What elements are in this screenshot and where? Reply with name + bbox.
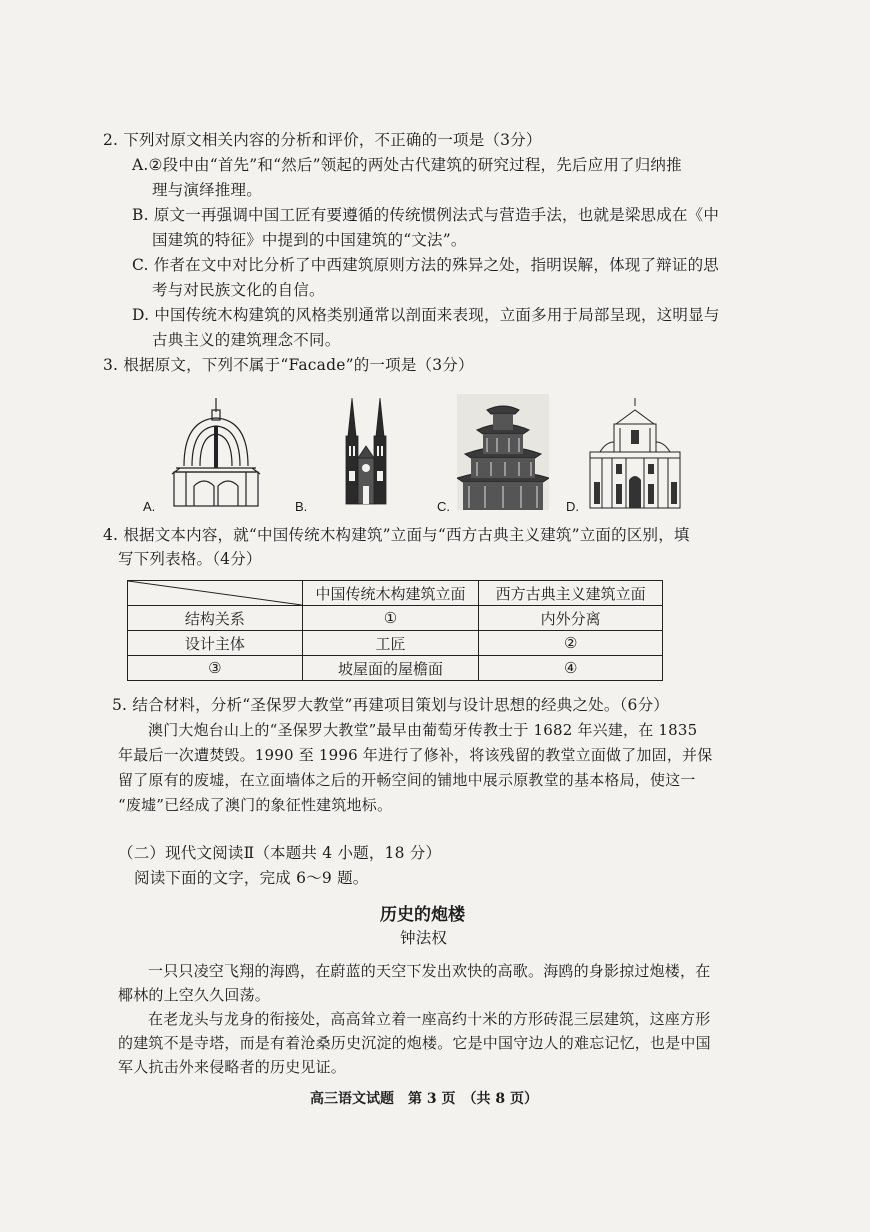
- q3-stem: 3. 根据原文，下列不属于“Facade”的一项是（3分）: [103, 356, 474, 374]
- diagonal-line: [128, 581, 302, 605]
- q5-material-line2: 年最后一次遭焚毁。1990 至 1996 年进行了修补，将该残留的教堂立面做了加固，并保: [118, 746, 713, 764]
- q2-option-c-line1: C. 作者在文中对比分析了中西建筑原则方法的殊异之处，指明误解，体现了辩证的思: [132, 256, 719, 274]
- article-p2-line1: 在老龙头与龙身的衔接处，高高耸立着一座高约十米的方形砖混三层建筑，这座方形: [148, 1010, 711, 1028]
- table-header-chinese: 中国传统木构建筑立面: [302, 581, 479, 606]
- table-diagonal-cell: [128, 581, 303, 606]
- q5-material-line1: 澳门大炮台山上的“圣保罗大教堂”最早由葡萄牙传教士于 1682 年兴建，在 1835: [148, 721, 698, 739]
- table-row: [128, 656, 663, 681]
- table-cell-blank-4: ④: [479, 656, 663, 681]
- figure-b-gothic-cathedral: [340, 396, 392, 506]
- figure-a-label: A.: [143, 499, 156, 514]
- q4-stem-line1: 4. 根据文本内容，就“中国传统木构建筑”立面与“西方古典主义建筑”立面的区别，填: [103, 526, 690, 544]
- q2-option-d-line2: 古典主义的建筑理念不同。: [152, 331, 341, 349]
- figure-c-label: C.: [437, 499, 450, 514]
- q2-stem: 2. 下列对原文相关内容的分析和评价，不正确的一项是（3分）: [103, 131, 542, 149]
- q2-option-c-line2: 考与对民族文化的自信。: [152, 281, 325, 299]
- q2-option-d-line1: D. 中国传统木构建筑的风格类别通常以剖面来表现，立面多用于局部呈现，这明显与: [132, 306, 720, 324]
- q2-option-a-line2: 理与演绎推理。: [152, 181, 262, 199]
- section-2-instruction: 阅读下面的文字，完成 6～9 题。: [134, 869, 369, 887]
- article-title: 历史的炮楼: [380, 905, 465, 925]
- article-p1-line2: 椰林的上空久久回荡。: [118, 986, 271, 1004]
- q2-option-b-line2: 国建筑的特征》中提到的中国建筑的“文法”。: [152, 231, 467, 249]
- q2-option-a-line1: A.②段中由“首先”和“然后”领起的两处古代建筑的研究过程，先后应用了归纳推: [132, 156, 682, 174]
- article-p2-line2: 的建筑不是寺塔，而是有着沧桑历史沉淀的炮楼。它是中国守边人的难忘记忆，也是中国: [118, 1034, 711, 1052]
- table-cell: 坡屋面的屋檐面: [302, 656, 479, 681]
- figure-b-label: B.: [295, 499, 308, 514]
- table-row: [128, 631, 663, 656]
- table-cell-blank-2: ②: [479, 631, 663, 656]
- table-cell: 工匠: [302, 631, 479, 656]
- article-p2-line3: 军人抗击外来侵略者的历史见证。: [118, 1058, 347, 1076]
- article-p1-line1: 一只只凌空飞翔的海鸥，在蔚蓝的天空下发出欢快的高歌。海鸥的身影掠过炮楼，在: [148, 962, 711, 980]
- figure-d-classical-facade: [586, 398, 684, 510]
- q4-comparison-table: [127, 580, 663, 681]
- q5-material-line4: “废墟”已经成了澳门的象征性建筑地标。: [118, 796, 393, 814]
- table-cell: 结构关系: [128, 606, 303, 631]
- table-cell: 设计主体: [128, 631, 303, 656]
- figure-c-chinese-pavilion: [457, 394, 549, 510]
- section-2-heading: （二）现代文阅读Ⅱ（本题共 4 小题，18 分）: [118, 844, 442, 862]
- table-cell: 内外分离: [479, 606, 663, 631]
- q2-option-b-line1: B. 原文一再强调中国工匠有要遵循的传统惯例法式与营造手法，也就是梁思成在《中: [132, 206, 720, 224]
- table-cell-blank-1: ①: [302, 606, 479, 631]
- article-author: 钟法权: [400, 929, 448, 947]
- q5-material-line3: 留了原有的废墟，在立面墙体之后的开畅空间的铺地中展示原教堂的基本格局，使这一: [118, 771, 696, 789]
- figure-d-label: D.: [566, 499, 579, 514]
- q5-stem: 5. 结合材料，分析“圣保罗大教堂”再建项目策划与设计思想的经典之处。（6分）: [112, 696, 669, 714]
- q4-stem-line2: 写下列表格。（4分）: [118, 550, 262, 568]
- page-footer: 高三语文试题 第 3 页 （共 8 页）: [310, 1091, 538, 1107]
- figure-a-dome-section: [170, 396, 262, 508]
- table-cell-blank-3: ③: [128, 656, 303, 681]
- table-header-row: [128, 581, 663, 606]
- table-header-western: 西方古典主义建筑立面: [479, 581, 663, 606]
- table-row: [128, 606, 663, 631]
